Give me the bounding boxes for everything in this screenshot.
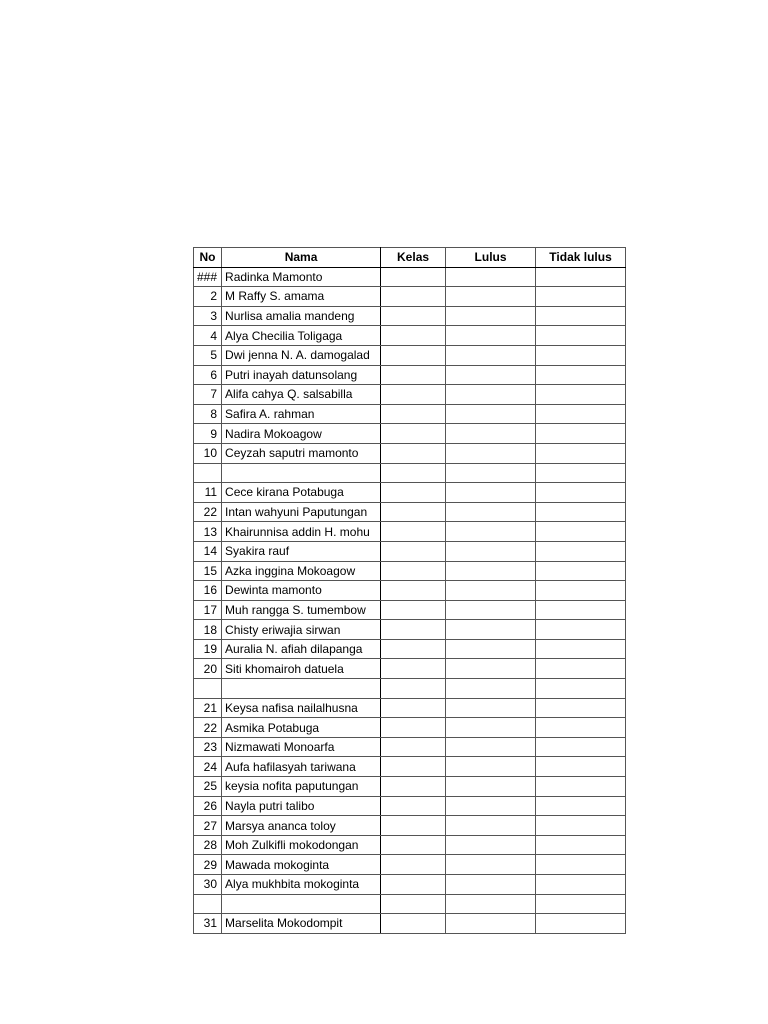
student-name-cell: Aufa hafilasyah tariwana [222,757,381,777]
student-name-cell [222,894,381,914]
kelas-cell [381,659,446,679]
tidak-lulus-cell [536,600,626,620]
lulus-cell [446,326,536,346]
tidak-lulus-cell [536,620,626,640]
lulus-cell [446,483,536,503]
student-name-cell: Marsya ananca toloy [222,816,381,836]
table-row [194,326,626,346]
row-number-cell: 4 [194,326,222,346]
student-name-cell: Syakira rauf [222,541,381,561]
tidak-lulus-cell [536,737,626,757]
lulus-cell [446,796,536,816]
table-row [194,581,626,601]
row-number-cell: 8 [194,404,222,424]
student-name-cell: Ceyzah saputri mamonto [222,443,381,463]
tidak-lulus-cell [536,326,626,346]
kelas-cell [381,365,446,385]
table-row [194,894,626,914]
table-header-row [194,248,626,268]
kelas-cell [381,796,446,816]
kelas-cell [381,894,446,914]
kelas-cell [381,835,446,855]
kelas-cell [381,561,446,581]
lulus-cell [446,698,536,718]
tidak-lulus-cell [536,345,626,365]
table-row [194,620,626,640]
kelas-cell [381,620,446,640]
lulus-cell [446,600,536,620]
row-number-cell: 18 [194,620,222,640]
tidak-lulus-cell [536,424,626,444]
tidak-lulus-cell [536,718,626,738]
kelas-cell [381,855,446,875]
student-name-cell [222,463,381,483]
table-row [194,875,626,895]
kelas-cell [381,541,446,561]
table-row [194,600,626,620]
kelas-cell [381,306,446,326]
tidak-lulus-cell [536,267,626,287]
table-row [194,757,626,777]
kelas-cell [381,698,446,718]
table-row [194,698,626,718]
kelas-cell [381,777,446,797]
row-number-cell: 21 [194,698,222,718]
tidak-lulus-cell [536,385,626,405]
kelas-cell [381,267,446,287]
tidak-lulus-cell [536,365,626,385]
row-number-cell: 22 [194,502,222,522]
row-number-cell: ### [194,267,222,287]
tidak-lulus-cell [536,914,626,934]
student-name-cell: Mawada mokoginta [222,855,381,875]
student-name-cell: Alya Checilia Toligaga [222,326,381,346]
table-row [194,483,626,503]
kelas-cell [381,483,446,503]
kelas-cell [381,385,446,405]
student-name-cell: Nayla putri talibo [222,796,381,816]
student-name-cell: Nadira Mokoagow [222,424,381,444]
student-name-cell: Cece kirana Potabuga [222,483,381,503]
row-number-cell: 20 [194,659,222,679]
student-name-cell [222,679,381,699]
lulus-cell [446,365,536,385]
kelas-cell [381,914,446,934]
table-row [194,737,626,757]
lulus-cell [446,267,536,287]
tidak-lulus-cell [536,835,626,855]
row-number-cell: 10 [194,443,222,463]
lulus-cell [446,404,536,424]
tidak-lulus-cell [536,639,626,659]
tidak-lulus-cell [536,875,626,895]
kelas-cell [381,463,446,483]
lulus-cell [446,287,536,307]
tidak-lulus-cell [536,306,626,326]
table-row [194,659,626,679]
lulus-cell [446,581,536,601]
lulus-cell [446,777,536,797]
table-row [194,424,626,444]
row-number-cell: 9 [194,424,222,444]
table-row [194,502,626,522]
table-row [194,796,626,816]
student-name-cell: Alya mukhbita mokoginta [222,875,381,895]
kelas-cell [381,404,446,424]
table-row [194,306,626,326]
lulus-cell [446,463,536,483]
lulus-cell [446,561,536,581]
kelas-cell [381,502,446,522]
lulus-cell [446,757,536,777]
row-number-cell: 22 [194,718,222,738]
row-number-cell: 24 [194,757,222,777]
tidak-lulus-cell [536,796,626,816]
student-name-cell: M Raffy S. amama [222,287,381,307]
lulus-cell [446,835,536,855]
student-name-cell: Dwi jenna N. A. damogalad [222,345,381,365]
student-name-cell: Alifa cahya Q. salsabilla [222,385,381,405]
header-nama: Nama [222,248,381,268]
lulus-cell [446,875,536,895]
table-row [194,345,626,365]
table-body [194,267,626,933]
lulus-cell [446,679,536,699]
table-row [194,541,626,561]
student-name-cell: Marselita Mokodompit [222,914,381,934]
row-number-cell: 30 [194,875,222,895]
table-row [194,777,626,797]
student-name-cell: keysia nofita paputungan [222,777,381,797]
table-row [194,267,626,287]
tidak-lulus-cell [536,522,626,542]
lulus-cell [446,855,536,875]
tidak-lulus-cell [536,698,626,718]
tidak-lulus-cell [536,541,626,561]
table-row [194,404,626,424]
lulus-cell [446,541,536,561]
table-row [194,463,626,483]
lulus-cell [446,522,536,542]
lulus-cell [446,737,536,757]
kelas-cell [381,639,446,659]
tidak-lulus-cell [536,679,626,699]
student-name-cell: Intan wahyuni Paputungan [222,502,381,522]
kelas-cell [381,345,446,365]
student-name-cell: Nurlisa amalia mandeng [222,306,381,326]
table-row [194,914,626,934]
row-number-cell: 11 [194,483,222,503]
header-lulus: Lulus [446,248,536,268]
row-number-cell: 23 [194,737,222,757]
tidak-lulus-cell [536,561,626,581]
kelas-cell [381,522,446,542]
table-row [194,718,626,738]
row-number-cell: 3 [194,306,222,326]
table-row [194,835,626,855]
header-tidak-lulus: Tidak lulus [536,248,626,268]
table-row [194,522,626,542]
tidak-lulus-cell [536,816,626,836]
tidak-lulus-cell [536,777,626,797]
student-name-cell: Chisty eriwajia sirwan [222,620,381,640]
lulus-cell [446,639,536,659]
tidak-lulus-cell [536,287,626,307]
row-number-cell [194,463,222,483]
header-kelas: Kelas [381,248,446,268]
header-no: No [194,248,222,268]
row-number-cell: 17 [194,600,222,620]
row-number-cell: 15 [194,561,222,581]
kelas-cell [381,679,446,699]
tidak-lulus-cell [536,757,626,777]
student-name-cell: Radinka Mamonto [222,267,381,287]
tidak-lulus-cell [536,483,626,503]
lulus-cell [446,306,536,326]
lulus-cell [446,345,536,365]
lulus-cell [446,894,536,914]
lulus-cell [446,502,536,522]
tidak-lulus-cell [536,659,626,679]
lulus-cell [446,443,536,463]
tidak-lulus-cell [536,581,626,601]
lulus-cell [446,620,536,640]
student-name-cell: Dewinta mamonto [222,581,381,601]
table-row [194,365,626,385]
row-number-cell: 29 [194,855,222,875]
table-row [194,385,626,405]
kelas-cell [381,816,446,836]
lulus-cell [446,385,536,405]
tidak-lulus-cell [536,894,626,914]
kelas-cell [381,875,446,895]
kelas-cell [381,443,446,463]
table-row [194,443,626,463]
kelas-cell [381,737,446,757]
student-name-cell: Muh rangga S. tumembow [222,600,381,620]
student-name-cell: Safira A. rahman [222,404,381,424]
student-name-cell: Asmika Potabuga [222,718,381,738]
row-number-cell: 25 [194,777,222,797]
lulus-cell [446,659,536,679]
lulus-cell [446,424,536,444]
kelas-cell [381,600,446,620]
row-number-cell: 7 [194,385,222,405]
row-number-cell: 19 [194,639,222,659]
tidak-lulus-cell [536,463,626,483]
tidak-lulus-cell [536,855,626,875]
lulus-cell [446,718,536,738]
row-number-cell: 26 [194,796,222,816]
student-name-cell: Nizmawati Monoarfa [222,737,381,757]
table-row [194,561,626,581]
row-number-cell: 2 [194,287,222,307]
table-row [194,287,626,307]
lulus-cell [446,816,536,836]
kelas-cell [381,424,446,444]
student-name-cell: Azka inggina Mokoagow [222,561,381,581]
student-name-cell: Auralia N. afiah dilapanga [222,639,381,659]
row-number-cell: 5 [194,345,222,365]
student-name-cell: Keysa nafisa nailalhusna [222,698,381,718]
student-name-cell: Putri inayah datunsolang [222,365,381,385]
row-number-cell: 13 [194,522,222,542]
tidak-lulus-cell [536,502,626,522]
student-table [193,247,626,934]
row-number-cell: 6 [194,365,222,385]
row-number-cell: 16 [194,581,222,601]
row-number-cell: 27 [194,816,222,836]
kelas-cell [381,718,446,738]
kelas-cell [381,581,446,601]
student-name-cell: Khairunnisa addin H. mohu [222,522,381,542]
tidak-lulus-cell [536,443,626,463]
kelas-cell [381,326,446,346]
table-row [194,855,626,875]
kelas-cell [381,287,446,307]
table-row [194,639,626,659]
row-number-cell [194,894,222,914]
row-number-cell: 14 [194,541,222,561]
tidak-lulus-cell [536,404,626,424]
lulus-cell [446,914,536,934]
table-row [194,816,626,836]
student-name-cell: Moh Zulkifli mokodongan [222,835,381,855]
row-number-cell [194,679,222,699]
student-name-cell: Siti khomairoh datuela [222,659,381,679]
table-row [194,679,626,699]
row-number-cell: 31 [194,914,222,934]
row-number-cell: 28 [194,835,222,855]
kelas-cell [381,757,446,777]
